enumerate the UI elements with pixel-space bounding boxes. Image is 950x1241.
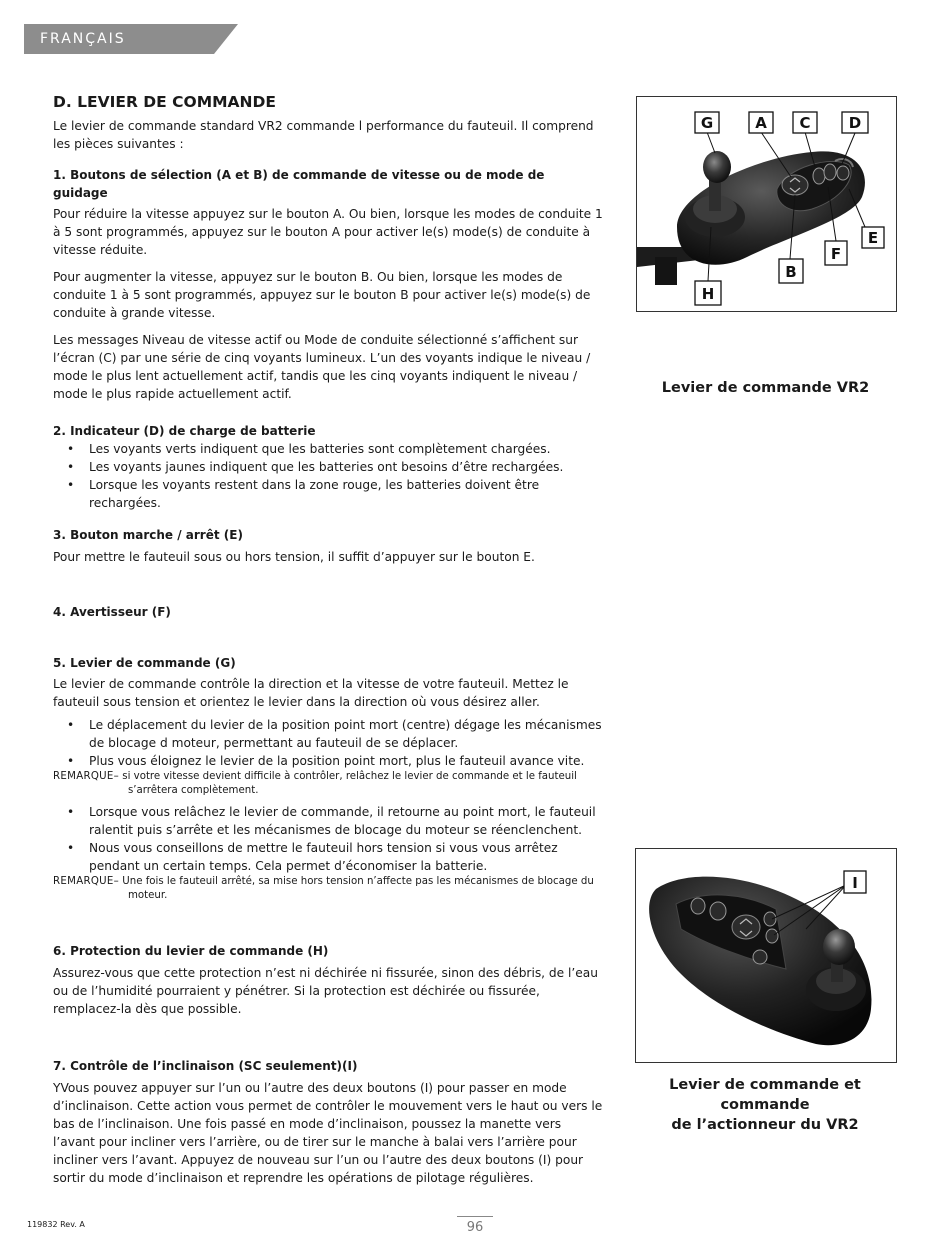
- item-2-heading: 2. Indicateur (D) de charge de batterie: [53, 424, 316, 438]
- item-4-heading: 4. Avertisseur (F): [53, 605, 171, 619]
- callout-g: [695, 112, 719, 133]
- item-5-note-a: [53, 770, 603, 798]
- item-1-paragraph-3: Les messages Niveau de vitesse actif ou Mode de conduite sélectionné s’affichent sur l’écran (C) par une série de cinq voyants lumineux. L’un des voyants indique le niveau / mode le plus lent actuellement actif, tandis que les cinq voyants indiquent le niveau / mode le plus rapide actuellement actif.: [53, 333, 591, 401]
- figure2-caption-line-1: Levier de commande et commande: [669, 1077, 861, 1113]
- item-5: [53, 654, 603, 903]
- vr2-actuator-illustration: [636, 849, 896, 1062]
- item-6: [53, 942, 603, 1018]
- callout-e: [862, 227, 884, 248]
- list-item: • Les voyants verts indiquent que les batteries sont complètement chargées.: [53, 440, 603, 458]
- item-4: [53, 603, 603, 621]
- item-3: [53, 526, 603, 566]
- callout-c-label: C: [799, 114, 811, 132]
- item-7: [53, 1057, 603, 1187]
- callout-a: [749, 112, 773, 133]
- callout-i-label: I: [852, 874, 858, 892]
- language-tab: [24, 24, 238, 54]
- item-5-note-b: [53, 875, 603, 903]
- callout-e-label: E: [867, 229, 879, 247]
- figure1-caption: Levier de commande VR2: [661, 380, 870, 396]
- callout-b-label: B: [785, 263, 797, 281]
- figure-vr2-joystick: [636, 96, 897, 312]
- item-6-heading: 6. Protection du levier de commande (H): [53, 944, 329, 958]
- note-label: REMARQUE–: [53, 771, 120, 782]
- item-1: [53, 166, 603, 403]
- list-item: • Plus vous éloignez le levier de la position point mort, plus le fauteuil avance vite.: [53, 752, 603, 770]
- list-item: • Le déplacement du levier de la position point mort (centre) dégage les mécanismes de blocage d moteur, permettant au fauteuil de se déplacer.: [53, 716, 603, 752]
- callout-f-label: F: [830, 245, 842, 263]
- callout-a-label: A: [755, 114, 767, 132]
- figure-vr2-actuator: [635, 848, 897, 1063]
- item-5-heading: 5. Levier de commande (G): [53, 656, 236, 670]
- item-2: [53, 422, 603, 512]
- item-1-paragraph-2: Pour augmenter la vitesse, appuyez sur le bouton B. Ou bien, lorsque les modes de conduite 1 à 5 sont programmés, appuyez sur le bouton B pour activer le(s) mode(s) de conduite à grande vitesse.: [53, 270, 591, 320]
- item-3-heading: 3. Bouton marche / arrêt (E): [53, 528, 243, 542]
- note-text: si votre vitesse devient difficile à contrôler, relâchez le levier de commande et le fauteuil s’arrêtera complètement.: [119, 771, 577, 796]
- list-item: • Lorsque les voyants restent dans la zone rouge, les batteries doivent être rechargées.: [53, 476, 603, 512]
- document-code: 119832 Rev. A: [27, 1220, 85, 1229]
- item-5-bullets-b: [53, 803, 603, 875]
- callout-b: [779, 259, 803, 283]
- callout-g-label: G: [700, 114, 714, 132]
- note-text: Une fois le fauteuil arrêté, sa mise hors tension n’affecte pas les mécanismes de blocage du moteur.: [119, 876, 594, 901]
- item-5-paragraph: Le levier de commande contrôle la direction et la vitesse de votre fauteuil. Mettez le fauteuil sous tension et orientez le levier dans la direction où vous désirez aller.: [53, 677, 569, 709]
- note-label: REMARQUE–: [53, 876, 120, 887]
- item-5-bullets-a: [53, 716, 603, 770]
- callout-h: [695, 281, 721, 305]
- figure2-caption: [630, 1075, 900, 1135]
- item-7-heading: 7. Contrôle de l’inclinaison (SC seulement)(I): [53, 1059, 358, 1073]
- language-tab-label: FRANÇAIS: [40, 31, 126, 47]
- item-6-paragraph: Assurez-vous que cette protection n’est ni déchirée ni fissurée, sinon des débris, de l’eau ou de l’humidité pourraient y pénétrer. Si la protection est déchirée ou fissurée, remplacez-la dès que possible.: [53, 966, 598, 1016]
- callout-d-label: D: [848, 114, 862, 132]
- vr2-joystick-illustration: [637, 97, 896, 311]
- list-item: • Nous vous conseillons de mettre le fauteuil hors tension si vous vous arrêtez pendant un certain temps. Cela permet d’économiser la batterie.: [53, 839, 603, 875]
- list-item: • Lorsque vous relâchez le levier de commande, il retourne au point mort, le fauteuil ralentit puis s’arrête et les mécanismes de blocage du moteur se réenclenchent.: [53, 803, 603, 839]
- list-item: • Les voyants jaunes indiquent que les batteries ont besoins d’être rechargées.: [53, 458, 603, 476]
- item-1-paragraph-1: Pour réduire la vitesse appuyez sur le bouton A. Ou bien, lorsque les modes de conduite 1 à 5 sont programmés, appuyez sur le bouton A pour activer le(s) mode(s) de conduite à vitesse réduite.: [53, 207, 603, 257]
- callout-h-label: H: [701, 285, 715, 303]
- callout-f: [825, 241, 847, 265]
- callout-d: [842, 112, 868, 133]
- callout-c: [793, 112, 817, 133]
- callout-i: [844, 871, 866, 893]
- item-1-heading: 1. Boutons de sélection (A et B) de commande de vitesse ou de mode de guidage: [53, 168, 545, 200]
- section-title: D. LEVIER DE COMMANDE: [53, 93, 276, 111]
- item-3-paragraph: Pour mettre le fauteuil sous ou hors tension, il suffit d’appuyer sur le bouton E.: [53, 550, 535, 564]
- page-number: 96: [457, 1216, 493, 1235]
- item-7-paragraph: YVous pouvez appuyer sur l’un ou l’autre des deux boutons (I) pour passer en mode d’inclinaison. Cette action vous permet de contrôler le mouvement vers le haut ou vers le bas de l’inclinaison. Une fois passé en mode d’inclinaison, poussez la manette vers l’avant pour incliner vers l’arrière, ou de tirer sur le manche à balai vers l’arrière pour incliner vers l’avant. Appuyez de nouveau sur l’un ou l’autre des deux boutons (I) pour sortir du mode d’inclinaison et reprendre les opérations de pilotage régulières.: [53, 1081, 603, 1185]
- item-2-bullets: [53, 440, 603, 512]
- intro-block: [53, 117, 603, 153]
- figure2-caption-line-2: de l’actionneur du VR2: [671, 1117, 859, 1133]
- intro-text: Le levier de commande standard VR2 commande l performance du fauteuil. Il comprend les pièces suivantes :: [53, 119, 594, 151]
